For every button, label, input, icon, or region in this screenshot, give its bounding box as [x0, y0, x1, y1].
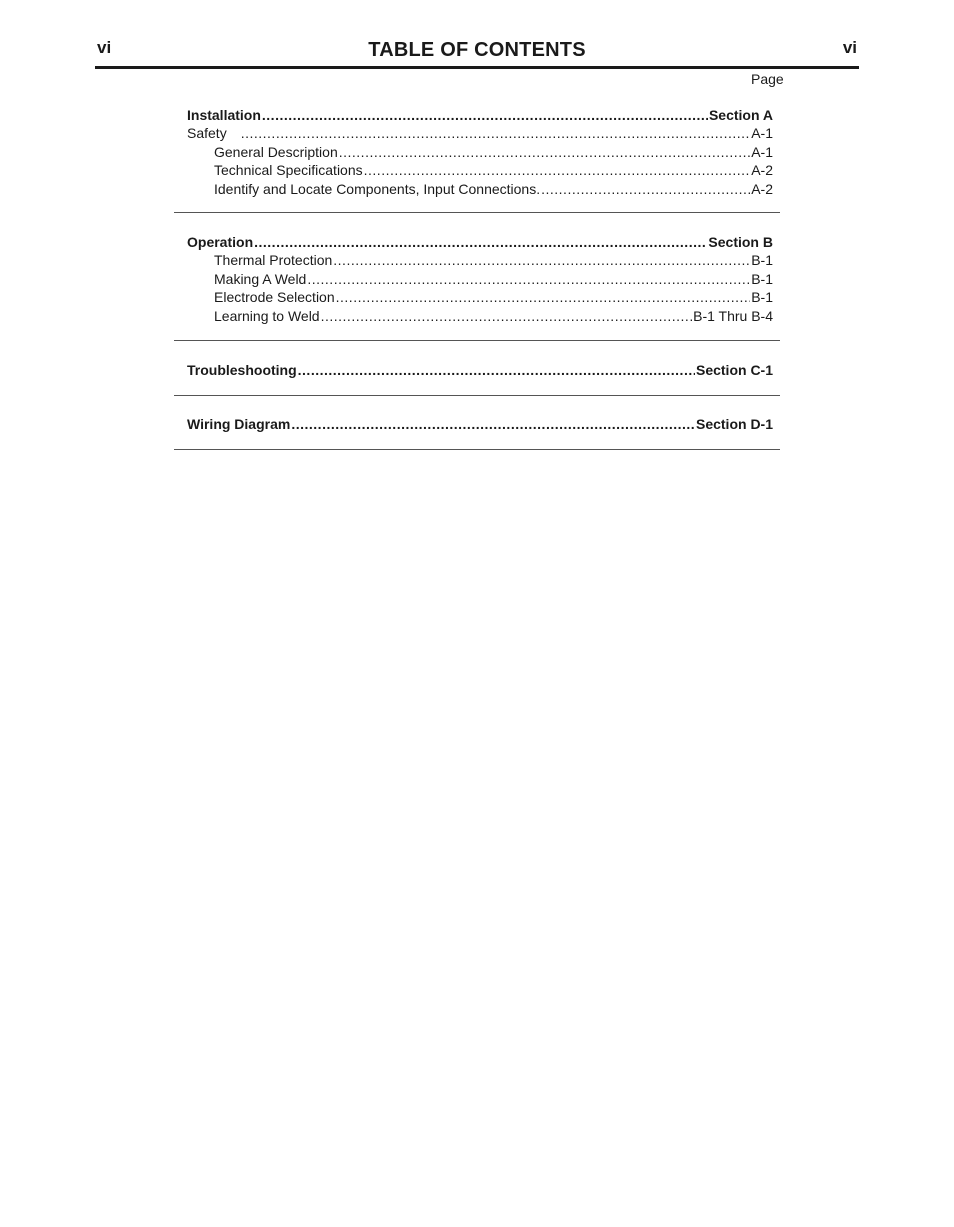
toc-entry-page: A-1 — [751, 125, 773, 142]
page-number-right: vi — [842, 38, 857, 57]
toc-entry-page: Section D-1 — [695, 416, 773, 433]
toc-entry-page: A-2 — [751, 162, 773, 179]
dot-leader — [333, 251, 750, 269]
toc-entry-label: Troubleshooting — [187, 361, 297, 378]
toc-entry-identify-components[interactable] — [174, 180, 780, 198]
toc-section-wiring-diagram — [174, 415, 780, 449]
dot-leader — [298, 361, 695, 379]
toc-entry-page: Section A — [708, 107, 773, 123]
toc-entry-learning-to-weld[interactable] — [174, 307, 780, 325]
toc-entry-page: A-1 — [751, 143, 773, 160]
toc-entry-page: B-1 — [751, 289, 773, 306]
dot-leader — [336, 288, 751, 306]
toc-entry-label: General Description — [214, 143, 338, 160]
dot-leader — [321, 307, 693, 325]
toc-entry-label: Electrode Selection — [214, 289, 335, 306]
toc-entry-label: Operation — [187, 233, 254, 250]
page-column-label: Page — [751, 71, 784, 87]
toc-entry-label: Safety — [187, 125, 227, 142]
toc-entry-page: B-1 — [751, 252, 773, 269]
toc-entry-label: Identify and Locate Components, Input Connections. — [214, 180, 541, 197]
toc-entry-technical-specifications[interactable] — [174, 161, 780, 179]
toc-entry-label: Learning to Weld — [214, 307, 320, 324]
toc-entry-label: Installation — [187, 107, 261, 123]
toc-entry-general-description[interactable] — [174, 143, 780, 161]
toc-entry-wiring-diagram[interactable] — [174, 415, 780, 433]
toc-section-operation — [174, 233, 780, 341]
toc-entry-electrode-selection[interactable] — [174, 288, 780, 306]
toc-entry-page: B-1 — [751, 270, 773, 287]
dot-leader — [541, 180, 750, 198]
dot-leader — [254, 233, 707, 251]
title-divider — [95, 66, 859, 69]
toc-entry-safety[interactable] — [174, 124, 780, 142]
dot-leader — [291, 415, 695, 433]
toc-section-installation — [174, 106, 780, 213]
toc-entry-page: B-1 Thru B-4 — [693, 307, 773, 324]
toc-entry-page: Section B — [708, 233, 773, 250]
table-of-contents — [174, 106, 780, 450]
page-title: TABLE OF CONTENTS — [368, 39, 586, 61]
toc-entry-label: Thermal Protection — [214, 252, 333, 269]
toc-section-troubleshooting — [174, 361, 780, 396]
page-number-left: vi — [97, 38, 112, 57]
toc-entry-page: Section C-1 — [695, 361, 773, 378]
dot-leader — [307, 270, 750, 288]
toc-entry-operation[interactable] — [174, 233, 780, 251]
toc-entry-page: A-2 — [751, 180, 773, 197]
dot-leader — [364, 161, 751, 179]
toc-entry-label: Technical Specifications — [214, 162, 363, 179]
dot-leader — [339, 143, 750, 161]
toc-entry-thermal-protection[interactable] — [174, 251, 780, 269]
toc-entry-label: Making A Weld — [214, 270, 307, 287]
toc-entry-troubleshooting[interactable] — [174, 361, 780, 379]
toc-entry-making-a-weld[interactable] — [174, 270, 780, 288]
toc-entry-label: Wiring Diagram — [187, 416, 291, 433]
dot-leader — [262, 106, 708, 124]
toc-entry-installation[interactable] — [174, 106, 780, 124]
dot-leader — [241, 124, 751, 142]
